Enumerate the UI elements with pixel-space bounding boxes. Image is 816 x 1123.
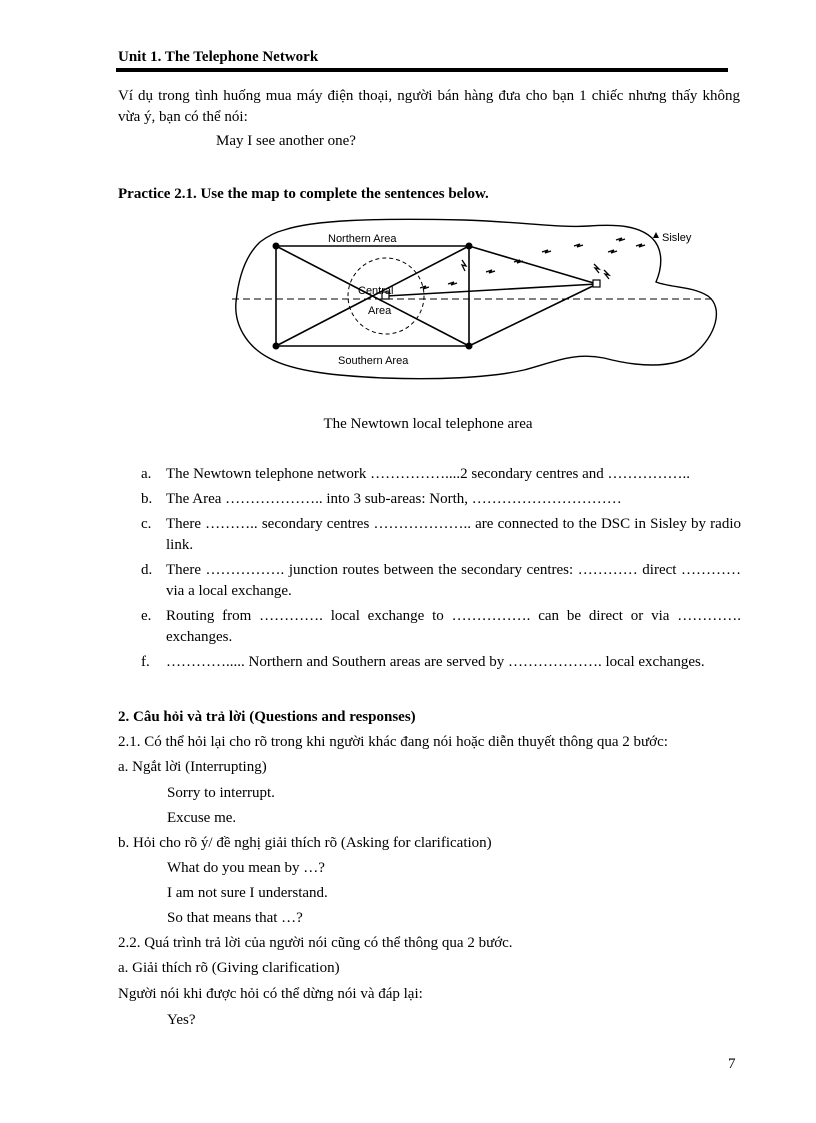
- sentence-marker: f.: [141, 654, 150, 670]
- junction-routes: [276, 246, 597, 346]
- sentence-item: [141, 489, 741, 510]
- sentence-marker: b.: [141, 491, 153, 507]
- sentence-list: [141, 464, 741, 677]
- sentence-marker: e.: [141, 608, 152, 624]
- label-southern-area: Southern Area: [338, 355, 409, 367]
- interrupting-example: Sorry to interrupt.: [167, 785, 275, 801]
- interrupting-heading: a. Ngắt lời (Interrupting): [118, 759, 267, 775]
- sentence-item: [141, 606, 741, 648]
- practice-heading: Practice 2.1. Use the map to complete the sentences below.: [118, 186, 489, 202]
- sentence-item: [141, 514, 741, 556]
- running-header: Unit 1. The Telephone Network: [118, 49, 319, 65]
- sentence-marker: a.: [141, 466, 152, 482]
- giving-clarification-text: Người nói khi được hỏi có thể dừng nói và đáp lại:: [118, 986, 423, 1002]
- section-2-1-text: 2.1. Có thể hỏi lại cho rõ trong khi người khác đang nói hoặc diễn thuyết thông qua 2 bước:: [118, 734, 668, 750]
- label-central: Central: [358, 285, 394, 297]
- header-rule: [116, 68, 728, 72]
- sentence-text: There ……….. secondary centres ……………….. are connected to the DSC in Sisley by radio link.: [166, 516, 741, 553]
- giving-clarification-heading: a. Giải thích rõ (Giving clarification): [118, 960, 340, 976]
- clarification-example: I am not sure I understand.: [167, 885, 328, 901]
- label-northern-area: Northern Area: [328, 233, 397, 245]
- sentence-marker: d.: [141, 562, 153, 578]
- sentence-item: [141, 464, 741, 485]
- map-caption: The Newtown local telephone area: [323, 416, 533, 432]
- label-area: Area: [368, 305, 392, 317]
- sentence-text: The Area ……………….. into 3 sub-areas: North, …………………………: [166, 491, 622, 507]
- clarification-example: What do you mean by …?: [167, 860, 325, 876]
- sisley-triangle-icon: [653, 232, 659, 238]
- sentence-text: Routing from …………. local exchange to ……………. can be direct or via …………. exchanges.: [166, 608, 741, 645]
- interrupting-example: Excuse me.: [167, 810, 237, 826]
- intro-example: May I see another one?: [216, 133, 356, 149]
- label-sisley: Sisley: [662, 232, 692, 244]
- intro-paragraph: Ví dụ trong tình huống mua máy điện thoại, người bán hàng đưa cho bạn 1 chiếc nhưng thấy không vừa ý, bạn có thể nói:: [118, 88, 740, 125]
- radio-station-icon: [593, 280, 600, 287]
- sentence-item: [141, 560, 741, 602]
- clarification-example: So that means that …?: [167, 910, 303, 926]
- newtown-telephone-map: [224, 212, 724, 387]
- sentence-marker: c.: [141, 516, 152, 532]
- clarification-heading: b. Hỏi cho rõ ý/ đề nghị giải thích rõ (Asking for clarification): [118, 835, 492, 851]
- sentence-item: [141, 652, 741, 673]
- page-number: 7: [728, 1056, 736, 1072]
- sentence-text: The Newtown telephone network ……………....2 secondary centres and ……………..: [166, 466, 691, 482]
- sentence-text: There ……………. junction routes between the secondary centres: ………… direct ………… via a local exchange.: [166, 562, 741, 599]
- sentence-text: …………..... Northern and Southern areas are served by ………………. local exchanges.: [166, 654, 705, 670]
- giving-clarification-example: Yes?: [167, 1012, 196, 1028]
- section-2-2-text: 2.2. Quá trình trả lời của người nói cũng có thể thông qua 2 bước.: [118, 935, 513, 951]
- section-2-heading: 2. Câu hỏi và trả lời (Questions and responses): [118, 709, 416, 725]
